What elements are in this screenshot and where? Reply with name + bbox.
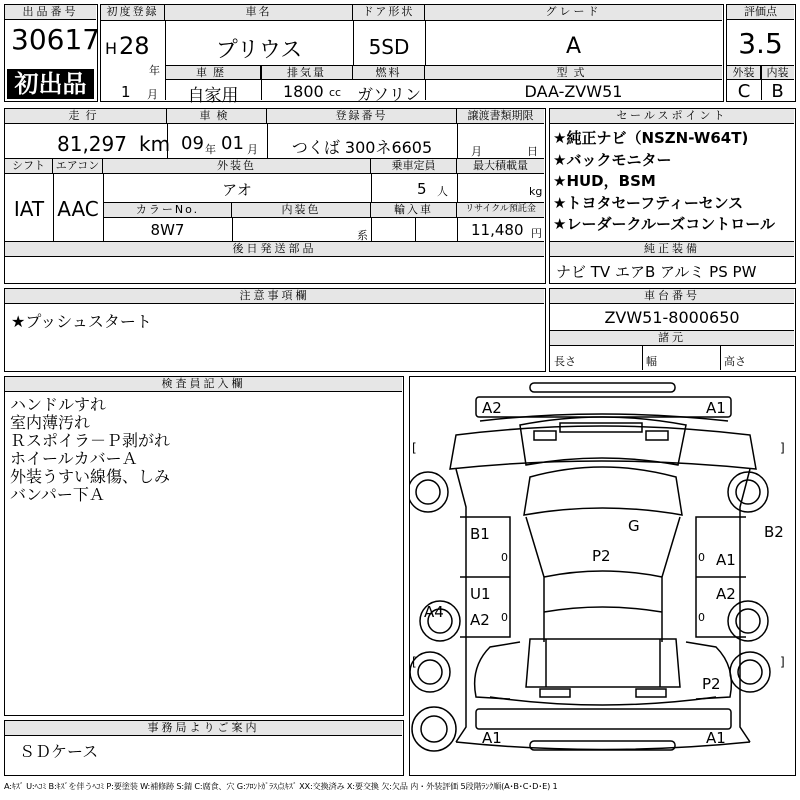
zero-mark: 0: [501, 551, 508, 564]
chassis-box: [549, 288, 796, 372]
sales-point: ★トヨタセーフティーセンス: [553, 193, 744, 212]
zero-mark: 0: [698, 611, 705, 624]
fuel: ガソリン: [356, 85, 421, 104]
ext-color-label: 外装色: [103, 159, 371, 174]
sales-point: ★HUD，BSM: [553, 172, 656, 190]
inspection-year-unit: 年: [205, 143, 216, 156]
int-color-unit: 系: [357, 229, 368, 242]
capacity: 5: [417, 180, 427, 198]
score: 3.5: [738, 27, 783, 60]
score-label: 評価点: [727, 5, 794, 20]
damage-mark: A2: [716, 585, 736, 603]
damage-mark: A1: [482, 729, 502, 747]
model-label: 型式: [425, 66, 722, 80]
car-outline: [410, 377, 795, 775]
inspector-note: 室内薄汚れ: [10, 413, 91, 432]
equipment-list: ナビ TV エアB アルミ PS PW: [556, 263, 757, 281]
inspector-note: ハンドルすれ: [10, 395, 107, 414]
inspector-box: [4, 376, 404, 716]
vehicle-history: 自家用: [187, 86, 239, 106]
caution-title: 注意事項欄: [5, 289, 544, 304]
damage-mark: A4: [424, 603, 444, 621]
later-parts-label: 後日発送部品: [5, 242, 544, 257]
bracket-right-bottom: ]: [780, 655, 785, 669]
aircon-label: エアコン: [53, 159, 103, 174]
inspector-note: 外装うすい線傷、しみ: [10, 467, 171, 486]
displacement-label: 排気量: [261, 66, 353, 80]
inspector-note: ホイールカバーＡ: [10, 449, 138, 468]
damage-mark: A1: [706, 729, 726, 747]
damage-mark: A2: [482, 399, 502, 417]
plate-number: つくば 300ネ6605: [291, 138, 433, 157]
exterior-label: 外装: [727, 66, 761, 80]
reg-year: 28: [119, 32, 150, 60]
reg-month-unit: 月: [147, 88, 158, 101]
damage-mark: P2: [702, 675, 721, 693]
import-label: 輸入車: [371, 203, 457, 218]
fuel-label: 燃料: [353, 66, 425, 80]
width-label: 幅: [646, 355, 657, 368]
door-type: 5SD: [368, 35, 410, 59]
mileage: 81,297: [57, 132, 127, 156]
plate-label: 登録番号: [267, 109, 457, 124]
zero-mark: 0: [501, 611, 508, 624]
sales-point: ★バックモニター: [553, 150, 672, 169]
damage-mark: U1: [470, 585, 491, 603]
mileage-unit: km: [139, 132, 171, 156]
first-listing-badge: 初出品: [7, 69, 94, 99]
caution-text: ★プッシュスタート: [11, 312, 152, 331]
score-box: [726, 4, 796, 102]
transfer-docs-label: 譲渡書類期限: [457, 109, 544, 124]
sales-point: ★純正ナビ（NSZN-W64T): [553, 129, 749, 147]
inspection-year: 09: [181, 133, 204, 154]
exterior-grade: C: [737, 81, 751, 102]
inspector-title: 検査員記入欄: [5, 377, 402, 392]
shift: IAT: [13, 197, 45, 221]
inspection-label: 車検: [167, 109, 267, 124]
dims-title: 諸元: [550, 331, 794, 346]
capacity-unit: 人: [437, 185, 448, 198]
inspector-note: バンパー下Ａ: [10, 485, 105, 504]
inspection-month: 01: [221, 133, 244, 154]
vehicle-header: [100, 4, 724, 106]
chassis-title: 車台番号: [550, 289, 794, 304]
history-label: 車歴: [166, 66, 261, 80]
max-load-label: 最大積載量: [457, 159, 544, 174]
shift-label: シフト: [5, 159, 53, 174]
office-title: 事務局よりご案内: [5, 721, 402, 736]
max-load-unit: kg: [529, 185, 543, 198]
color-number: 8W7: [150, 221, 185, 239]
recycle-unit: 円: [531, 227, 542, 240]
grade-label: グレード: [425, 5, 722, 21]
sales-points: [549, 108, 796, 284]
displacement: 1800: [283, 82, 324, 101]
interior-label: 内装: [761, 66, 794, 80]
vehicle-info: [4, 108, 546, 284]
damage-mark: A1: [716, 551, 736, 569]
damage-mark: A1: [706, 399, 726, 417]
recycle-label: リサイクル預託金: [457, 203, 544, 218]
lot-number-box: [4, 4, 101, 102]
height-label: 高さ: [724, 355, 746, 368]
length-label: 長さ: [554, 355, 576, 368]
caution-box: [4, 288, 546, 372]
damage-diagram: [409, 376, 796, 776]
model-code: DAA-ZVW51: [524, 82, 623, 101]
legend: A:ｷｽﾞ U:ﾍｺﾐ B:ｷｽﾞを伴うﾍｺﾐ P:要塗装 W:補修跡 S:錆 C:腐食、穴 G:ﾌﾛﾝﾄｶﾞﾗｽ点ｷｽﾞ XX:交換済み X:要交換 欠:欠品 内・外装評価 5段階ﾗﾝｸ順(A･B･C･D･E) 1: [4, 781, 558, 791]
damage-mark: P2: [592, 547, 611, 565]
office-text: ＳＤケース: [19, 742, 99, 761]
era: H: [105, 39, 118, 58]
car-name: プリウス: [215, 38, 303, 63]
lot-number: 30617: [11, 23, 101, 56]
inspector-note: Ｒスポイラ－Ｐ剥がれ: [10, 431, 171, 450]
reg-year-unit: 年: [149, 64, 160, 77]
first-reg-label: 初度登録: [101, 5, 165, 21]
bracket-left-top: [: [412, 441, 417, 455]
sales-point: ★レーダークルーズコントロール: [553, 215, 775, 233]
office-box: [4, 720, 404, 776]
recycle-amount: 11,480: [471, 221, 524, 239]
damage-mark: B1: [470, 525, 490, 543]
reg-month: 1: [121, 83, 131, 101]
sales-points-title: セールスポイント: [550, 109, 794, 124]
inspection-month-unit: 月: [247, 143, 258, 156]
bracket-left-bottom: [: [412, 655, 417, 669]
zero-mark: 0: [698, 551, 705, 564]
displacement-unit: cc: [329, 86, 342, 99]
color-no-label: カラーNo.: [104, 203, 232, 218]
chassis-number: ZVW51-8000650: [604, 308, 740, 327]
interior-grade: B: [771, 81, 784, 102]
lot-number-label: 出品番号: [5, 5, 96, 20]
transfer-month-unit: 月: [471, 145, 482, 158]
transfer-day-unit: 日: [527, 145, 538, 158]
damage-mark: B2: [764, 523, 784, 541]
damage-mark: A2: [470, 611, 490, 629]
damage-mark: G: [628, 517, 640, 535]
mileage-label: 走行: [5, 109, 167, 124]
car-name-label: 車名: [165, 5, 353, 21]
capacity-label: 乗車定員: [371, 159, 457, 174]
int-color-label: 内装色: [232, 203, 371, 218]
equipment-title: 純正装備: [550, 242, 794, 257]
door-label: ドア形状: [353, 5, 425, 21]
bracket-right-top: ]: [780, 441, 785, 455]
exterior-color: アオ: [222, 181, 252, 199]
grade: A: [565, 34, 582, 59]
aircon: AAC: [57, 197, 99, 221]
